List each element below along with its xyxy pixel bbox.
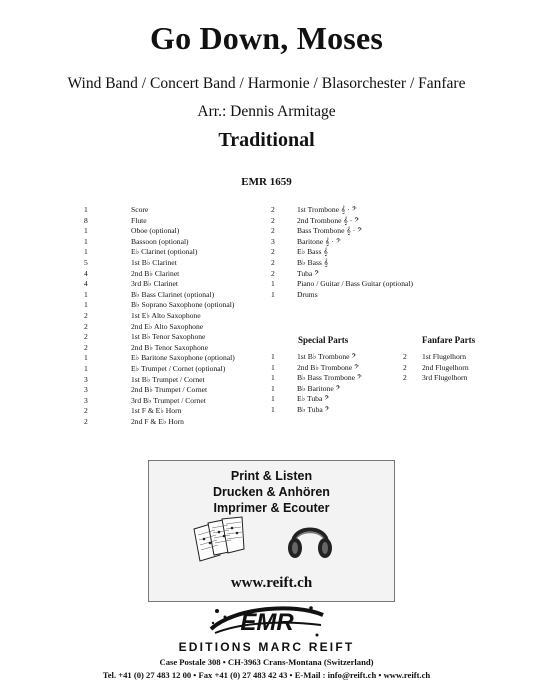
part-row	[84, 290, 235, 301]
part-row	[84, 226, 235, 237]
part-name: 3rd Flugelhorn	[422, 373, 468, 383]
part-row	[271, 226, 413, 237]
website-link[interactable]: www.reift.ch	[230, 575, 313, 591]
part-row	[84, 375, 235, 386]
part-row	[271, 373, 362, 384]
part-quantity: 2	[271, 226, 275, 236]
part-quantity: 3	[84, 385, 88, 395]
part-name: E♭ Clarinet (optional)	[131, 247, 198, 257]
part-row	[271, 394, 362, 405]
part-row	[271, 216, 413, 227]
part-quantity: 1	[271, 279, 275, 289]
part-name: Bassoon (optional)	[131, 236, 189, 246]
part-quantity: 2	[84, 321, 88, 331]
part-name: 2nd B♭ Trombone 𝄢	[297, 362, 359, 372]
special-parts-heading: Special Parts	[298, 335, 349, 345]
part-quantity: 2	[84, 310, 88, 320]
part-row	[84, 258, 235, 269]
part-name: B♭ Baritone 𝄢	[297, 383, 341, 393]
part-quantity: 2	[84, 416, 88, 426]
part-quantity: 1	[84, 205, 88, 214]
part-name: B♭ Bass 𝄞	[297, 257, 329, 267]
part-name: Drums	[297, 289, 318, 299]
part-row	[403, 373, 469, 384]
publisher-address: Case Postale 308 • CH-3963 Crans-Montana (Switzerland)	[159, 657, 374, 667]
promo-line-imprimer: Imprimer & Ecouter	[213, 501, 330, 515]
part-row	[84, 269, 235, 280]
promo-line-print-listen: Print & Listen	[230, 469, 313, 483]
part-row	[271, 247, 413, 258]
part-row	[271, 352, 362, 363]
part-row	[84, 343, 235, 354]
part-quantity: 4	[84, 268, 88, 278]
headphones-icon	[285, 517, 335, 559]
publisher-name: EDITIONS MARC REIFT	[178, 640, 355, 654]
part-quantity: 1	[271, 383, 275, 393]
arranger: Arr.: Dennis Armitage	[197, 103, 336, 120]
part-quantity: 2	[271, 257, 275, 267]
part-name: B♭ Bass Clarinet (optional)	[131, 289, 215, 299]
part-row	[84, 406, 235, 417]
part-quantity: 1	[84, 300, 88, 310]
part-quantity: 2	[271, 215, 275, 225]
part-row	[271, 279, 413, 290]
page-title: Go Down, Moses	[149, 20, 384, 56]
emr-logo	[205, 603, 330, 641]
part-row	[271, 405, 362, 416]
part-quantity: 2	[84, 342, 88, 352]
part-quantity: 4	[84, 279, 88, 289]
part-name: 1st Trombone 𝄞 · 𝄢	[297, 205, 357, 214]
part-name: 2nd B♭ Clarinet	[131, 268, 180, 278]
part-quantity: 2	[271, 268, 275, 278]
part-row	[84, 279, 235, 290]
part-row	[403, 363, 469, 374]
part-quantity: 2	[84, 332, 88, 342]
part-row	[84, 385, 235, 396]
part-quantity: 1	[84, 289, 88, 299]
part-name: 1st B♭ Trombone 𝄢	[297, 352, 357, 361]
part-row	[84, 364, 235, 375]
part-row	[84, 322, 235, 333]
part-row	[271, 384, 362, 395]
part-quantity: 2	[84, 406, 88, 416]
fanfare-parts-list	[403, 352, 469, 384]
part-row	[271, 205, 413, 216]
part-quantity: 3	[271, 236, 275, 246]
part-quantity: 2	[403, 373, 407, 383]
part-quantity: 2	[271, 205, 275, 214]
part-name: 1st E♭ Alto Saxophone	[131, 310, 201, 320]
publisher-contact: Tel. +41 (0) 27 483 12 00 • Fax +41 (0) 27 483 42 43 • E-Mail : info@reift.ch • www.reift.ch	[102, 670, 431, 680]
part-name: Baritone 𝄞 · 𝄢	[297, 236, 341, 246]
part-name: 3rd B♭ Trumpet / Cornet	[131, 395, 206, 405]
part-name: 2nd F & E♭ Horn	[131, 416, 184, 426]
part-row	[84, 332, 235, 343]
part-quantity: 2	[403, 362, 407, 372]
part-name: 2nd B♭ Tenor Saxophone	[131, 342, 208, 352]
part-name: Tuba 𝄢	[297, 268, 320, 278]
part-quantity: 1	[271, 394, 275, 404]
promo-line-drucken: Drucken & Anhören	[213, 485, 330, 499]
part-row	[84, 417, 235, 428]
part-row	[271, 290, 413, 301]
part-row	[271, 258, 413, 269]
ensemble-subtitle: Wind Band / Concert Band / Harmonie / Blasorchester / Fanfare	[67, 75, 466, 92]
part-quantity: 2	[271, 247, 275, 257]
part-name: E♭ Tuba 𝄢	[297, 394, 330, 404]
part-quantity: 8	[84, 215, 88, 225]
part-name: Bass Trombone 𝄞 · 𝄢	[297, 226, 363, 236]
part-row	[84, 353, 235, 364]
part-name: Score	[131, 205, 149, 214]
composer: Traditional	[218, 129, 315, 151]
part-quantity: 5	[84, 257, 88, 267]
part-quantity: 1	[84, 226, 88, 236]
part-quantity: 1	[84, 353, 88, 363]
part-name: 3rd B♭ Clarinet	[131, 279, 179, 289]
part-quantity: 1	[271, 404, 275, 414]
instrumentation-list-left	[84, 205, 235, 427]
part-name: Oboe (optional)	[131, 226, 180, 236]
fanfare-parts-heading: Fanfare Parts	[422, 335, 476, 345]
part-quantity: 1	[271, 352, 275, 361]
part-name: Flute	[131, 215, 147, 225]
part-quantity: 1	[271, 289, 275, 299]
part-row	[271, 269, 413, 280]
part-name: E♭ Trumpet / Cornet (optional)	[131, 363, 226, 373]
part-name: E♭ Bass 𝄞	[297, 247, 328, 257]
part-quantity: 1	[84, 247, 88, 257]
part-quantity: 3	[84, 374, 88, 384]
part-name: B♭ Soprano Saxophone (optional)	[131, 300, 235, 310]
part-name: 2nd B♭ Trumpet / Cornet	[131, 385, 208, 395]
part-name: E♭ Baritone Saxophone (optional)	[131, 353, 235, 363]
part-name: Piano / Guitar / Bass Guitar (optional)	[297, 279, 413, 289]
part-row	[84, 205, 235, 216]
part-quantity: 1	[271, 373, 275, 383]
part-row	[271, 237, 413, 248]
part-name: 2nd Flugelhorn	[422, 362, 469, 372]
part-name: 1st Flugelhorn	[422, 352, 467, 361]
part-row	[84, 237, 235, 248]
catalog-number: EMR 1659	[241, 176, 292, 188]
part-row	[84, 247, 235, 258]
part-name: 1st B♭ Clarinet	[131, 257, 177, 267]
logo-lettering: EMR	[240, 609, 294, 636]
part-quantity: 1	[271, 362, 275, 372]
part-name: 1st F & E♭ Horn	[131, 406, 182, 416]
part-quantity: 2	[403, 352, 407, 361]
part-row	[84, 216, 235, 227]
part-name: B♭ Bass Trombone 𝄢	[297, 373, 362, 383]
part-name: 1st B♭ Trumpet / Cornet	[131, 374, 205, 384]
part-name: 1st B♭ Tenor Saxophone	[131, 332, 206, 342]
part-name: 2nd Trombone 𝄞 · 𝄢	[297, 215, 360, 225]
part-quantity: 1	[84, 236, 88, 246]
sheet-music-icon	[190, 515, 246, 563]
part-name: 2nd E♭ Alto Saxophone	[131, 321, 204, 331]
part-quantity: 3	[84, 395, 88, 405]
part-row	[84, 300, 235, 311]
part-row	[271, 363, 362, 374]
part-row	[403, 352, 469, 363]
part-quantity: 1	[84, 363, 88, 373]
special-parts-list	[271, 352, 362, 416]
instrumentation-list-right	[271, 205, 413, 300]
part-row	[84, 396, 235, 407]
part-name: B♭ Tuba 𝄢	[297, 404, 330, 414]
part-row	[84, 311, 235, 322]
